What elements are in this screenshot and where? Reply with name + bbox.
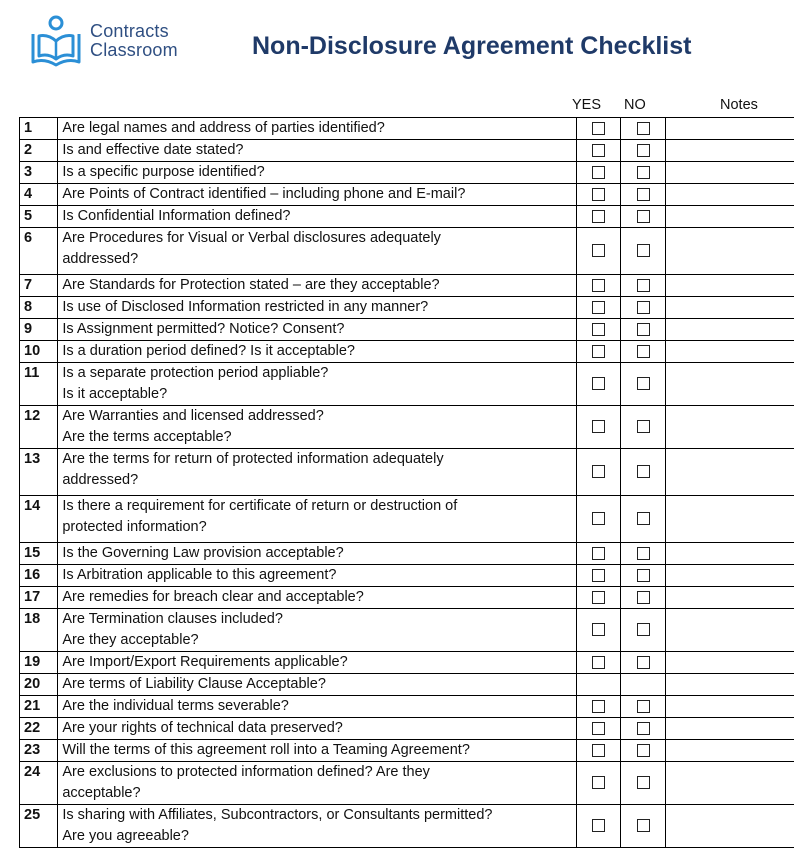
yes-checkbox[interactable] — [592, 569, 605, 582]
table-row — [20, 275, 794, 297]
question-cell — [58, 674, 576, 696]
question-cell — [58, 543, 576, 565]
yes-cell — [576, 297, 621, 319]
logo-line-2: Classroom — [90, 40, 178, 60]
no-cell — [621, 228, 666, 275]
row-number: 24 — [20, 762, 58, 805]
table-row — [20, 587, 794, 609]
no-cell — [621, 162, 666, 184]
notes-cell[interactable] — [665, 184, 794, 206]
table-row — [20, 162, 794, 184]
question-text: Are the terms for return of protected information adequately — [62, 451, 444, 467]
no-checkbox[interactable] — [637, 279, 650, 292]
notes-cell[interactable] — [665, 496, 794, 543]
table-row — [20, 762, 794, 805]
question-text: Is there a requirement for certificate of return or destruction of — [62, 498, 458, 514]
table-row — [20, 206, 794, 228]
yes-checkbox[interactable] — [592, 301, 605, 314]
question-cell — [58, 406, 576, 449]
table-row — [20, 609, 794, 652]
question-text: Is a separate protection period appliable? — [62, 365, 329, 381]
yes-cell — [576, 718, 621, 740]
yes-checkbox[interactable] — [592, 279, 605, 292]
question-text: addressed? — [62, 251, 139, 267]
no-cell — [621, 740, 666, 762]
no-cell — [621, 609, 666, 652]
no-checkbox[interactable] — [637, 345, 650, 358]
notes-cell[interactable] — [665, 543, 794, 565]
row-number: 5 — [20, 206, 58, 228]
yes-checkbox[interactable] — [592, 744, 605, 757]
question-cell — [58, 496, 576, 543]
yes-checkbox[interactable] — [592, 700, 605, 713]
no-checkbox[interactable] — [637, 188, 650, 201]
row-number: 1 — [20, 118, 58, 140]
question-cell — [58, 118, 576, 140]
question-text: Is Confidential Information defined? — [62, 208, 291, 224]
yes-checkbox[interactable] — [592, 323, 605, 336]
no-cell — [621, 587, 666, 609]
question-cell — [58, 319, 576, 341]
table-row — [20, 805, 794, 848]
no-cell — [621, 184, 666, 206]
question-cell — [58, 140, 576, 162]
yes-cell — [576, 228, 621, 275]
question-cell — [58, 206, 576, 228]
question-cell — [58, 696, 576, 718]
no-checkbox[interactable] — [637, 569, 650, 582]
table-row — [20, 740, 794, 762]
yes-cell — [576, 341, 621, 363]
question-text: Are Warranties and licensed addressed? — [62, 408, 324, 424]
yes-cell — [576, 805, 621, 848]
question-text: Are exclusions to protected information defined? Are they — [62, 764, 430, 780]
no-cell — [621, 496, 666, 543]
row-number: 3 — [20, 162, 58, 184]
question-text: Is a specific purpose identified? — [62, 164, 265, 180]
yes-checkbox[interactable] — [592, 776, 605, 789]
table-row — [20, 118, 794, 140]
table-row — [20, 184, 794, 206]
yes-checkbox[interactable] — [592, 345, 605, 358]
notes-cell[interactable] — [665, 297, 794, 319]
question-text: Are legal names and address of parties identified? — [62, 120, 385, 136]
question-text: Are Termination clauses included? — [62, 611, 283, 627]
yes-cell — [576, 496, 621, 543]
question-cell — [58, 805, 576, 848]
column-header-yes: YES — [572, 97, 602, 113]
checklist-table — [19, 117, 794, 848]
question-text: Are Points of Contract identified – including phone and E-mail? — [62, 186, 466, 202]
row-number: 20 — [20, 674, 58, 696]
question-cell — [58, 297, 576, 319]
logo-wordmark — [90, 22, 178, 60]
notes-cell[interactable] — [665, 609, 794, 652]
column-header-notes: Notes — [720, 97, 758, 113]
question-text: Is it acceptable? — [62, 386, 168, 402]
no-cell — [621, 297, 666, 319]
yes-checkbox[interactable] — [592, 591, 605, 604]
yes-checkbox[interactable] — [592, 122, 605, 135]
question-text: Are Procedures for Visual or Verbal disclosures adequately — [62, 230, 441, 246]
question-cell — [58, 587, 576, 609]
no-checkbox[interactable] — [637, 512, 650, 525]
yes-cell — [576, 696, 621, 718]
no-cell — [621, 543, 666, 565]
no-checkbox[interactable] — [637, 623, 650, 636]
notes-cell[interactable] — [665, 565, 794, 587]
no-checkbox[interactable] — [637, 210, 650, 223]
notes-cell[interactable] — [665, 406, 794, 449]
table-row — [20, 496, 794, 543]
book-reader-icon — [30, 14, 82, 68]
yes-checkbox[interactable] — [592, 623, 605, 636]
yes-cell — [576, 587, 621, 609]
no-cell — [621, 762, 666, 805]
question-text: Are you agreeable? — [62, 828, 189, 844]
notes-cell[interactable] — [665, 341, 794, 363]
question-text: Is the Governing Law provision acceptable? — [62, 545, 344, 561]
yes-checkbox[interactable] — [592, 656, 605, 669]
question-text: addressed? — [62, 472, 139, 488]
yes-checkbox[interactable] — [592, 465, 605, 478]
table-row — [20, 363, 794, 406]
table-row — [20, 696, 794, 718]
question-cell — [58, 184, 576, 206]
row-number: 9 — [20, 319, 58, 341]
yes-cell — [576, 406, 621, 449]
yes-checkbox[interactable] — [592, 512, 605, 525]
no-cell — [621, 565, 666, 587]
no-cell — [621, 406, 666, 449]
no-cell — [621, 363, 666, 406]
question-text: Is Assignment permitted? Notice? Consent? — [62, 321, 345, 337]
question-cell — [58, 565, 576, 587]
yes-cell — [576, 449, 621, 496]
no-cell — [621, 696, 666, 718]
table-row — [20, 297, 794, 319]
no-checkbox[interactable] — [637, 301, 650, 314]
yes-checkbox[interactable] — [592, 210, 605, 223]
table-row — [20, 565, 794, 587]
table-row — [20, 674, 794, 696]
question-cell — [58, 228, 576, 275]
question-text: Are they acceptable? — [62, 632, 199, 648]
table-row — [20, 543, 794, 565]
no-checkbox[interactable] — [637, 744, 650, 757]
question-text: Are Import/Export Requirements applicable? — [62, 654, 348, 670]
row-number: 21 — [20, 696, 58, 718]
row-number: 19 — [20, 652, 58, 674]
notes-cell[interactable] — [665, 118, 794, 140]
no-checkbox[interactable] — [637, 323, 650, 336]
row-number: 6 — [20, 228, 58, 275]
row-number: 8 — [20, 297, 58, 319]
no-cell — [621, 449, 666, 496]
table-row — [20, 319, 794, 341]
question-cell — [58, 341, 576, 363]
table-row — [20, 228, 794, 275]
yes-cell — [576, 275, 621, 297]
no-checkbox[interactable] — [637, 700, 650, 713]
table-row — [20, 449, 794, 496]
yes-cell — [576, 363, 621, 406]
yes-cell — [576, 319, 621, 341]
yes-checkbox[interactable] — [592, 420, 605, 433]
row-number: 4 — [20, 184, 58, 206]
yes-cell — [576, 740, 621, 762]
row-number: 14 — [20, 496, 58, 543]
no-checkbox[interactable] — [637, 722, 650, 735]
yes-checkbox[interactable] — [592, 188, 605, 201]
no-checkbox[interactable] — [637, 244, 650, 257]
notes-cell[interactable] — [665, 206, 794, 228]
logo — [30, 14, 178, 68]
notes-cell[interactable] — [665, 363, 794, 406]
no-checkbox[interactable] — [637, 591, 650, 604]
no-checkbox[interactable] — [637, 776, 650, 789]
no-cell — [621, 652, 666, 674]
no-cell — [621, 319, 666, 341]
notes-cell[interactable] — [665, 275, 794, 297]
yes-checkbox[interactable] — [592, 144, 605, 157]
notes-cell[interactable] — [665, 319, 794, 341]
question-text: Is and effective date stated? — [62, 142, 244, 158]
yes-checkbox[interactable] — [592, 547, 605, 560]
notes-cell[interactable] — [665, 805, 794, 848]
question-cell — [58, 740, 576, 762]
notes-cell[interactable] — [665, 674, 794, 696]
question-cell — [58, 762, 576, 805]
yes-cell — [576, 674, 621, 696]
row-number: 2 — [20, 140, 58, 162]
no-checkbox[interactable] — [637, 166, 650, 179]
table-row — [20, 341, 794, 363]
table-row — [20, 140, 794, 162]
notes-cell[interactable] — [665, 762, 794, 805]
no-cell — [621, 206, 666, 228]
question-text: Will the terms of this agreement roll into a Teaming Agreement? — [62, 742, 470, 758]
no-cell — [621, 118, 666, 140]
question-text: Are remedies for breach clear and acceptable? — [62, 589, 364, 605]
table-row — [20, 406, 794, 449]
yes-cell — [576, 565, 621, 587]
notes-cell[interactable] — [665, 228, 794, 275]
question-cell — [58, 275, 576, 297]
no-checkbox[interactable] — [637, 547, 650, 560]
notes-cell[interactable] — [665, 718, 794, 740]
row-number: 17 — [20, 587, 58, 609]
no-cell — [621, 805, 666, 848]
question-text: Is use of Disclosed Information restricted in any manner? — [62, 299, 429, 315]
question-text: Is sharing with Affiliates, Subcontractors, or Consultants permitted? — [62, 807, 493, 823]
row-number: 13 — [20, 449, 58, 496]
notes-cell[interactable] — [665, 587, 794, 609]
question-cell — [58, 609, 576, 652]
row-number: 16 — [20, 565, 58, 587]
no-checkbox[interactable] — [637, 819, 650, 832]
yes-checkbox[interactable] — [592, 819, 605, 832]
yes-cell — [576, 140, 621, 162]
question-cell — [58, 363, 576, 406]
question-text: protected information? — [62, 519, 207, 535]
question-cell — [58, 652, 576, 674]
question-text: Is a duration period defined? Is it acceptable? — [62, 343, 355, 359]
question-text: Is Arbitration applicable to this agreement? — [62, 567, 337, 583]
row-number: 23 — [20, 740, 58, 762]
row-number: 11 — [20, 363, 58, 406]
yes-cell — [576, 118, 621, 140]
table-row — [20, 718, 794, 740]
yes-checkbox[interactable] — [592, 377, 605, 390]
row-number: 25 — [20, 805, 58, 848]
yes-checkbox[interactable] — [592, 244, 605, 257]
logo-line-1: Contracts — [90, 21, 169, 41]
row-number: 22 — [20, 718, 58, 740]
question-text: acceptable? — [62, 785, 141, 801]
notes-cell[interactable] — [665, 696, 794, 718]
yes-cell — [576, 543, 621, 565]
row-number: 10 — [20, 341, 58, 363]
yes-cell — [576, 609, 621, 652]
yes-checkbox[interactable] — [592, 166, 605, 179]
no-checkbox[interactable] — [637, 656, 650, 669]
table-row — [20, 652, 794, 674]
no-checkbox[interactable] — [637, 122, 650, 135]
page-title: Non-Disclosure Agreement Checklist — [252, 32, 692, 60]
row-number: 15 — [20, 543, 58, 565]
yes-cell — [576, 162, 621, 184]
notes-cell[interactable] — [665, 652, 794, 674]
question-cell — [58, 162, 576, 184]
question-cell — [58, 449, 576, 496]
column-header-no: NO — [624, 97, 646, 113]
question-text: Are the terms acceptable? — [62, 429, 232, 445]
no-cell — [621, 341, 666, 363]
row-number: 18 — [20, 609, 58, 652]
no-checkbox[interactable] — [637, 465, 650, 478]
yes-cell — [576, 652, 621, 674]
yes-cell — [576, 184, 621, 206]
row-number: 7 — [20, 275, 58, 297]
no-checkbox[interactable] — [637, 377, 650, 390]
question-text: Are terms of Liability Clause Acceptable? — [62, 676, 326, 692]
question-text: Are the individual terms severable? — [62, 698, 289, 714]
notes-cell[interactable] — [665, 140, 794, 162]
notes-cell[interactable] — [665, 740, 794, 762]
yes-cell — [576, 206, 621, 228]
no-cell — [621, 718, 666, 740]
row-number: 12 — [20, 406, 58, 449]
no-cell — [621, 140, 666, 162]
no-cell — [621, 275, 666, 297]
notes-cell[interactable] — [665, 162, 794, 184]
no-checkbox[interactable] — [637, 144, 650, 157]
no-checkbox[interactable] — [637, 420, 650, 433]
question-text: Are your rights of technical data preserved? — [62, 720, 343, 736]
yes-checkbox[interactable] — [592, 722, 605, 735]
notes-cell[interactable] — [665, 449, 794, 496]
question-text: Are Standards for Protection stated – are they acceptable? — [62, 277, 440, 293]
question-cell — [58, 718, 576, 740]
yes-cell — [576, 762, 621, 805]
no-cell — [621, 674, 666, 696]
